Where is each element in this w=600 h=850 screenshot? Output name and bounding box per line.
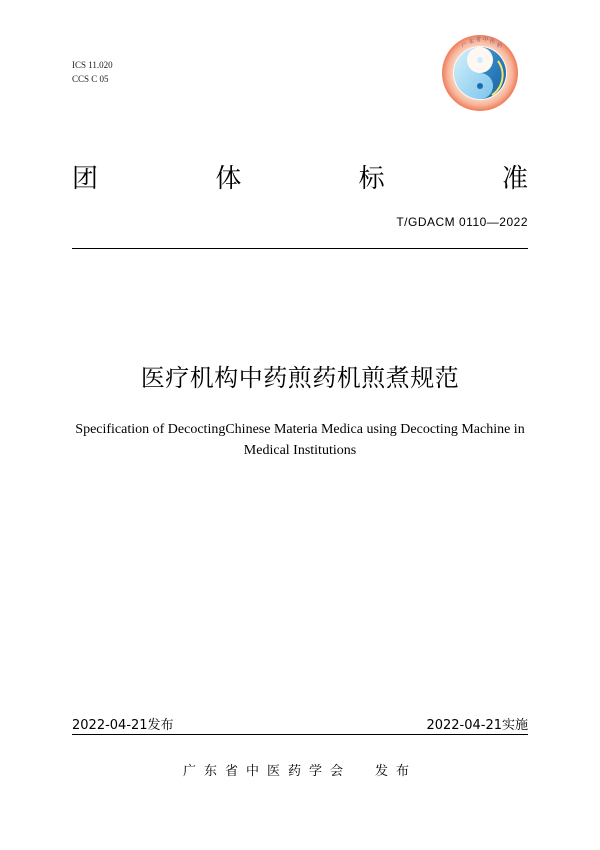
standard-number: T/GDACM 0110—2022 bbox=[396, 215, 528, 229]
svg-text:医: 医 bbox=[490, 39, 496, 45]
ics-code: ICS 11.020 bbox=[72, 60, 113, 70]
publisher-line bbox=[0, 760, 600, 779]
standard-type-char: 团 bbox=[72, 164, 99, 194]
association-logo-icon bbox=[440, 33, 520, 113]
publisher-name: 广东省中医药学会 bbox=[182, 764, 351, 779]
issue-date: 2022-04-21发布 bbox=[72, 718, 174, 733]
standard-type-char: 准 bbox=[501, 164, 528, 194]
svg-text:东: 东 bbox=[469, 39, 475, 45]
classification-codes bbox=[72, 58, 113, 86]
standard-type-heading bbox=[72, 162, 528, 196]
publish-label: 发布 bbox=[375, 764, 418, 779]
implementation-date: 2022-04-21实施 bbox=[426, 718, 528, 733]
svg-text:广: 广 bbox=[462, 43, 468, 49]
svg-text:药: 药 bbox=[497, 43, 503, 49]
svg-text:中: 中 bbox=[483, 37, 489, 43]
top-divider bbox=[72, 248, 528, 249]
bottom-divider bbox=[72, 734, 528, 735]
ccs-code: CCS C 05 bbox=[72, 74, 109, 84]
title-english-line2: Medical Institutions bbox=[243, 443, 357, 458]
svg-text:省: 省 bbox=[476, 37, 482, 43]
standard-type-char: 体 bbox=[215, 164, 242, 194]
title-chinese: 医疗机构中药煎药机煎煮规范 bbox=[140, 364, 460, 392]
title-english-line1: Specification of DecoctingChinese Materia Medica using Decocting Machine in bbox=[75, 422, 525, 437]
standard-type-char: 标 bbox=[358, 164, 385, 194]
title-english bbox=[50, 419, 550, 461]
